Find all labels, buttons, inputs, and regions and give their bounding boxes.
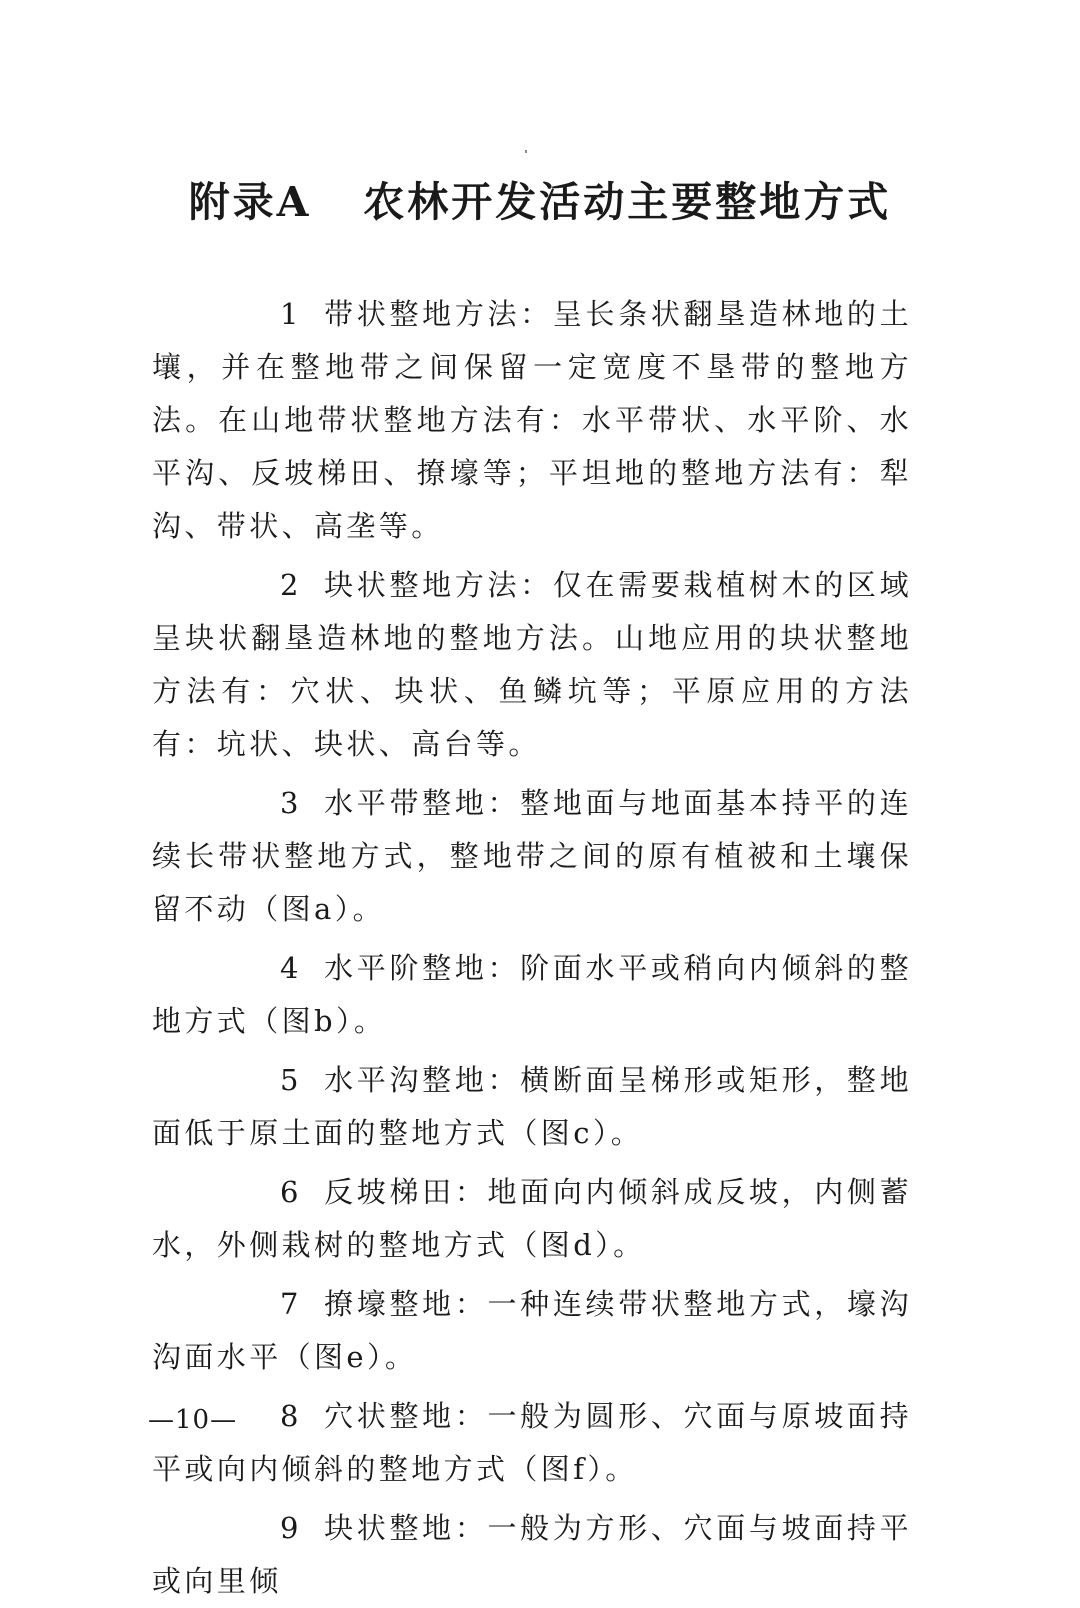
paragraph-text: 块状整地：一般为方形、穴面与坡面持平或向里倾 (152, 1511, 912, 1598)
paragraph-number: 5 (280, 1063, 302, 1097)
paragraph-text: 水平阶整地：阶面水平或稍向内倾斜的整地方式（图b）。 (152, 951, 912, 1038)
paragraph-number: 1 (280, 297, 302, 331)
page-number: —10— (148, 1405, 238, 1435)
paragraph-7 (152, 1278, 912, 1384)
paragraph-9 (152, 1502, 912, 1608)
paragraph-number: 6 (280, 1175, 302, 1209)
paragraph-4 (152, 942, 912, 1048)
paragraph-text: 水平带整地：整地面与地面基本持平的连续长带状整地方式，整地带之间的原有植被和土壤保留不动（图a）。 (152, 786, 912, 926)
paragraph-text: 块状整地方法：仅在需要栽植树木的区域呈块状翻垦造林地的整地方法。山地应用的块状整地方法有：穴状、块状、鱼鳞坑等；平原应用的方法有：坑状、块状、高台等。 (152, 568, 912, 761)
paragraph-number: 2 (280, 568, 302, 602)
paragraph-number: 8 (280, 1399, 302, 1433)
paragraph-8 (152, 1390, 912, 1496)
paragraph-number: 9 (280, 1511, 302, 1545)
paragraph-number: 4 (280, 951, 302, 985)
paragraph-2 (152, 559, 912, 771)
scan-speck (525, 150, 527, 153)
paragraph-text: 带状整地方法：呈长条状翻垦造林地的土壤，并在整地带之间保留一定宽度不垦带的整地方法。在山地带状整地方法有：水平带状、水平阶、水平沟、反坡梯田、撩壕等；平坦地的整地方法有：犁沟、带状、高垄等。 (152, 297, 912, 543)
paragraph-number: 3 (280, 786, 302, 820)
paragraph-5 (152, 1054, 912, 1160)
paragraph-text: 穴状整地：一般为圆形、穴面与原坡面持平或向内倾斜的整地方式（图f）。 (152, 1399, 912, 1486)
paragraph-3 (152, 777, 912, 936)
paragraph-text: 撩壕整地：一种连续带状整地方式，壕沟沟面水平（图e）。 (152, 1287, 912, 1374)
document-body (152, 288, 912, 1608)
paragraph-text: 水平沟整地：横断面呈梯形或矩形，整地面低于原土面的整地方式（图c）。 (152, 1063, 912, 1150)
paragraph-number: 7 (280, 1287, 302, 1321)
paragraph-6 (152, 1166, 912, 1272)
paragraph-1 (152, 288, 912, 553)
paragraph-text: 反坡梯田：地面向内倾斜成反坡，内侧蓄水，外侧栽树的整地方式（图d）。 (152, 1175, 912, 1262)
page-title: 附录A 农林开发活动主要整地方式 (188, 178, 892, 226)
